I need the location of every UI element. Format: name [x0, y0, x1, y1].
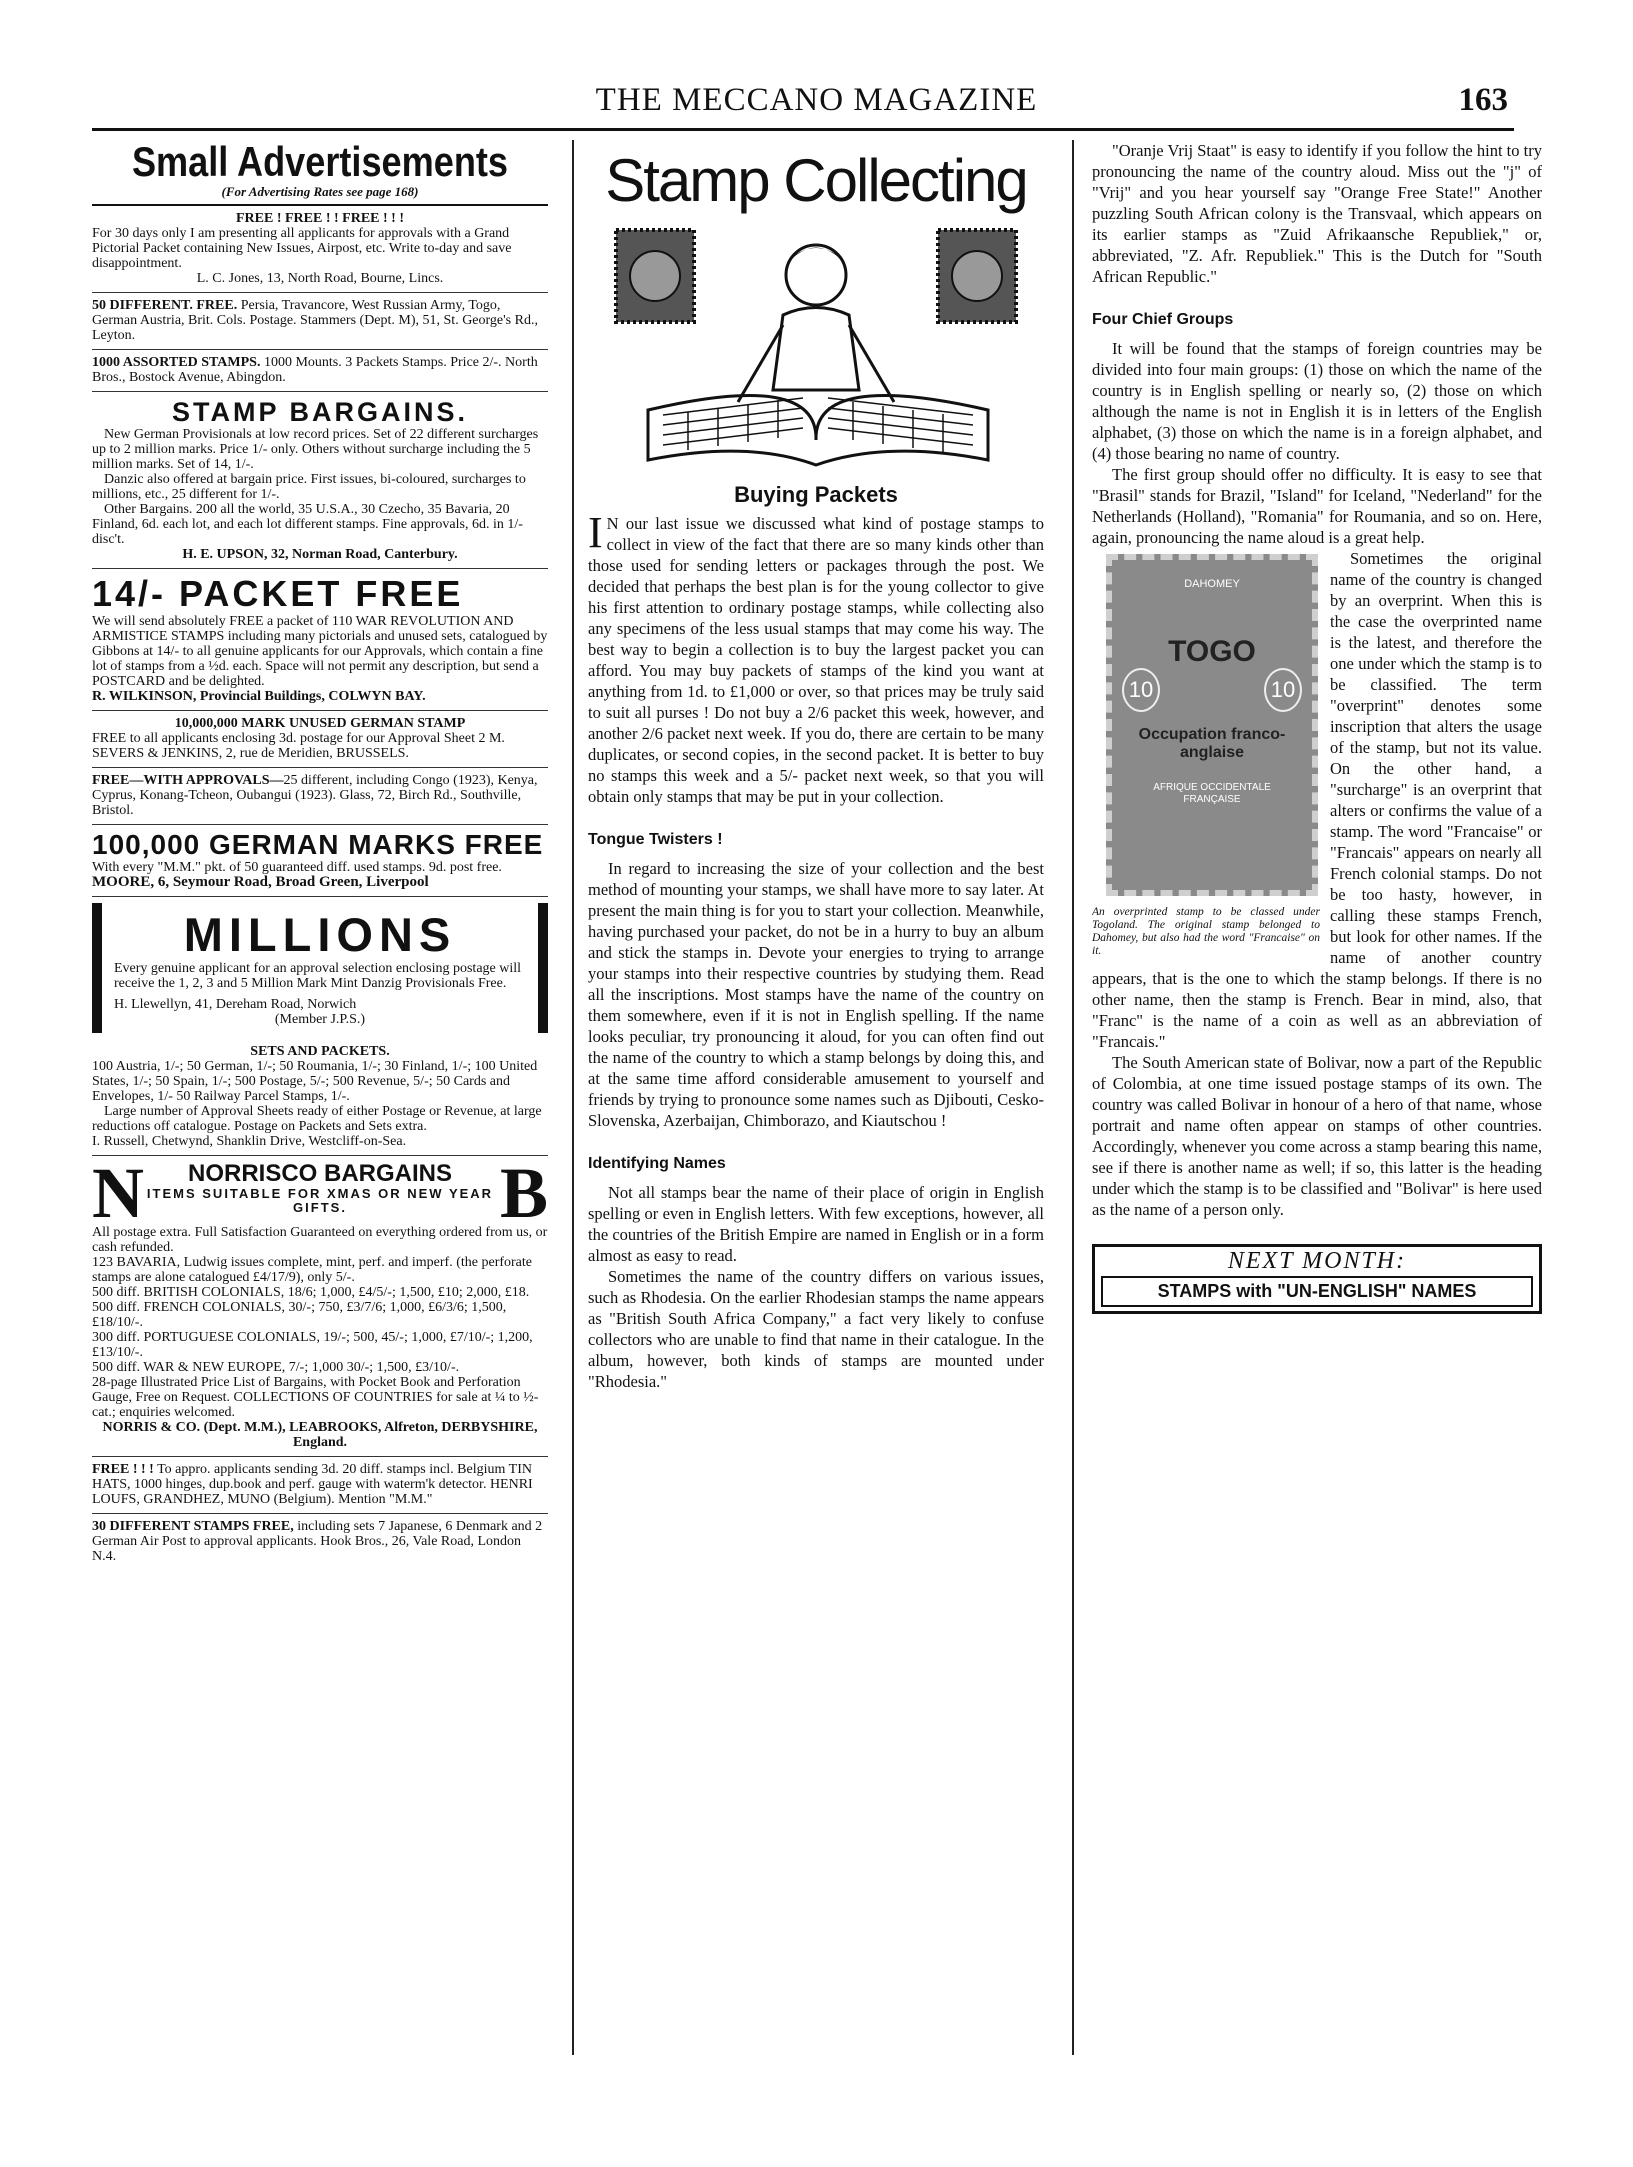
ad-head: FREE ! FREE ! ! FREE ! ! !	[236, 211, 404, 226]
paragraph: Sometimes the name of the country differs on various issues, such as Rhodesia. On the earlier Rhodesian stamps the name appears as "British South Africa Company," a fact very likely to confuse collectors who are unable to find that name in their catalogue. In the album, however, both kinds of stamps are mounted under "Rhodesia."	[588, 1267, 1044, 1391]
ad-body: With every "M.M." pkt. of 50 guaranteed diff. used stamps. 9d. post free.	[92, 860, 502, 875]
small-ads-column	[92, 140, 548, 2060]
ad-head: 100,000 GERMAN MARKS FREE	[92, 829, 544, 860]
ad-llewellyn	[92, 903, 548, 1033]
ad-subhead: ITEMS SUITABLE FOR XMAS OR NEW YEAR GIFTS.	[146, 1186, 494, 1215]
ad-signature: L. C. Jones, 13, North Road, Bourne, Lincs.	[196, 271, 444, 286]
heading-tongue-twisters: Tongue Twisters !	[588, 831, 723, 848]
magazine-title: THE MECCANO MAGAZINE	[595, 82, 1038, 118]
ad-loufs	[92, 1457, 548, 1514]
paragraph: In regard to increasing the size of your collection and the best method of mounting your stamps, we shall have more to say later. At present the main thing is for you to start your collection. Meanwhile, having purchased your packet, do not be in a hurry to buy an album and stick the stamps in. Devote your energies to trying to arrange your stamps into their respective countries by studying them. Read all the inscriptions. Most stamps have the name of the country on them somewhere, even if it is not in English spelling. If the name looks peculiar, try pronouncing it aloud, for you can often find out the name of the country to which a stamp belongs by doing this, and at the same time afford considerable amusement to yourself and friends by trying to pronounce some names such as Djibouti, Cesko-Slovenska, Azerbaijan, Chimborazo, and Kiautschou !	[588, 859, 1044, 1130]
heading-four-chief-groups: Four Chief Groups	[1092, 311, 1234, 328]
ad-body: 25 different, including Congo (1923), Kenya, Cyprus, Konang-Tcheon, Oubangui (1923). Glass, 72, Birch Rd., Southville, Bristol.	[92, 773, 538, 818]
ad-signature: H. Llewellyn, 41, Dereham Road, Norwich	[114, 997, 357, 1012]
ad-head: SETS AND PACKETS.	[250, 1044, 390, 1059]
ad-head: NORRISCO BARGAINS	[187, 1160, 452, 1187]
paragraph: The South American state of Bolivar, now a part of the Republic of Colombia, at one time issued postage stamps of its own. The country was called Bolivar in honour of a hero of that name, whose portrait and name often appear on stamps of other countries. Accordingly, whenever you come across a stamp bearing this name, see if there is another name as well; if so, this latter is the heading under which the stamp is to be classified and "Bolivar" is here used as the name of a person only.	[1092, 1053, 1542, 1219]
paragraph: Not all stamps bear the name of their place of origin in English spelling or even in English letters. With few exceptions, however, all the countries of the British Empire are named in English or in a form almost as easy to read.	[588, 1183, 1044, 1265]
ad-signature: R. WILKINSON, Provincial Buildings, COLWYN BAY.	[92, 689, 426, 704]
ad-body: 100 Austria, 1/-; 50 German, 1/-; 50 Roumania, 1/-; 30 Finland, 1/-; 100 United States, 1/-; 50 Spain, 1/-; 500 Postage, 5/-; 500 Revenue, 5/-; 50 Cards and Envelopes, 1/- 50 Railway Parcel Stamps, 1/-.	[92, 1059, 538, 1104]
page-number: 163	[1458, 82, 1508, 118]
ad-head: FREE—WITH APPROVALS—	[92, 773, 284, 788]
overprinted-stamp-figure	[1092, 554, 1320, 958]
stamp-colony-text: AFRIQUE OCCIDENTALE FRANÇAISE	[1153, 782, 1271, 805]
ad-body: including sets 7 Japanese, 6 Denmark and 2 German Air Post to approval applicants. Hook Bros., 26, Vale Road, London N.4.	[92, 1519, 543, 1564]
ad-signature: NORRIS & CO. (Dept. M.M.), LEABROOKS, Alfreton, DERBYSHIRE, England.	[102, 1420, 538, 1450]
ad-severs-jenkins	[92, 711, 548, 768]
ad-head: FREE ! ! !	[92, 1462, 154, 1477]
next-month-banner	[1092, 1244, 1542, 1314]
ad-body: We will send absolutely FREE a packet of 110 WAR REVOLUTION AND ARMISTICE STAMPS including many pictorials and unused sets, catalogued by Gibbons at 14/- to all genuine applicants for our Approvals, which contain a fine lot of stamps from a ½d. each. Space will not permit any description, but send a POSTCARD and be delighted.	[92, 614, 548, 689]
drop-cap: I	[588, 508, 603, 557]
column-divider	[572, 140, 574, 2055]
ad-body: Persia, Travancore, West Russian Army, Togo, German Austria, Brit. Cols. Postage. Stammers (Dept. M), 51, St. George's Rd., Leyton.	[92, 298, 538, 343]
ad-signature: I. Russell, Chetwynd, Shanklin Drive, Westcliff-on-Sea.	[92, 1134, 407, 1149]
stamp-country-text: DAHOMEY	[1184, 578, 1240, 590]
ad-body: For 30 days only I am presenting all applicants for approvals with a Grand Pictorial Packet containing New Issues, Airpost, etc. Write to-day and save disappointment.	[92, 226, 512, 271]
paragraph: The first group should offer no difficulty. It is easy to see that "Brasil" stands for Brazil, "Island" for Iceland, "Nederland" for the Netherlands (Holland), "Romania" for Roumania, and so on. Here, again, pronouncing the name aloud is a great help.	[1092, 465, 1542, 547]
stamp-overprint-text: Occupation franco-anglaise	[1138, 726, 1286, 761]
ad-north-bros	[92, 350, 548, 392]
heading-identifying-names: Identifying Names	[588, 1155, 726, 1172]
stamp-collecting-illustration	[588, 140, 1044, 470]
ad-body: 500 diff. FRENCH COLONIALS, 30/-; 750, £3/7/6; 1,000, £6/3/6; 1,500, £18/10/-.	[92, 1300, 507, 1330]
ad-head: 30 DIFFERENT STAMPS FREE,	[92, 1519, 294, 1534]
ad-initial: B	[499, 1153, 548, 1233]
ad-body: FREE to all applicants enclosing 3d. postage for our Approval Sheet 2 M.	[92, 731, 505, 746]
ads-rates-note: (For Advertising Rates see page 168)	[221, 184, 419, 199]
togo-stamp-image	[1106, 554, 1318, 896]
ad-upson	[92, 392, 548, 569]
ad-head: 14/- PACKET FREE	[92, 573, 464, 614]
heading-buying-packets: Buying Packets	[734, 482, 898, 507]
ad-hook-bros	[92, 1514, 548, 1570]
ad-body: New German Provisionals at low record prices. Set of 22 different surcharges up to 2 million marks. Price 1/- only. Others without surcharge including the 5 million marks. Set of 14, 1/-.	[92, 427, 539, 472]
ad-head: 10,000,000 MARK UNUSED GERMAN STAMP	[174, 716, 466, 731]
stamp-overprint-togo: TOGO	[1168, 635, 1256, 668]
header-rule	[92, 128, 1514, 131]
ad-russell	[92, 1039, 548, 1156]
ad-signature: MOORE, 6, Seymour Road, Broad Green, Liverpool	[92, 874, 429, 890]
ad-head: STAMP BARGAINS.	[171, 397, 468, 427]
ad-body: 500 diff. WAR & NEW EUROPE, 7/-; 1,000 30/-; 1,500, £3/10/-.	[92, 1360, 460, 1375]
next-month-label: NEXT MONTH:	[1227, 1248, 1407, 1274]
ad-head: 50 DIFFERENT. FREE.	[92, 298, 238, 313]
ad-norrisco	[92, 1153, 548, 1457]
ad-body: 500 diff. BRITISH COLONIALS, 18/6; 1,000, £4/5/-; 1,500, £10; 2,000, £18.	[92, 1285, 530, 1300]
paragraph: N our last issue we discussed what kind of postage stamps to collect in view of the fact that there are so many kinds other than those used for sending letters or packages through the post. We decided that perhaps the best plan is for the young collector to give his first attention to ordinary postage stamps, while collecting also any specimens of the less usual stamps that may come his way. The best way to begin a collection is to buy the largest packet you can afford. You may buy packets of stamps of the kind you want at anything from 1d. to £1,000 or over, so that prices may be truly said to suit all purses ! Do not buy a 2/6 packet this week, however, and another 2/6 packet next week. If you do, there are certain to be many duplicates, or second copies, in the second packet. It is better to buy no stamps this week and a 5/- packet next week, so that you will obtain only stamps that may be put in your collection.	[588, 514, 1044, 806]
ad-body: 28-page Illustrated Price List of Bargains, with Pocket Book and Perforation Gauge, Free on Request. COLLECTIONS OF COUNTRIES for sale at ¼ to ½-cat.; enquiries welcomed.	[92, 1375, 539, 1420]
stamp-caption: An overprinted stamp to be classed under Togoland. The original stamp belonged to Dahomey, but also had the word "Francaise" on it.	[1092, 906, 1320, 957]
paragraph: Sometimes the original name of the country is changed by an overprint. When this is the case the overprinted name is the latest, and therefore the one under which the stamp is to be classified. The term "overprint" denotes some inscription that alters the usage of the stamp, but not its value. On the other hand, a "surcharge" is an overprint that alters or confirms the value of a stamp. The word "Francaise" or "Francais" appears on nearly all French colonial stamps. Do not be too hasty, however, in calling these stamps French, but look for other names. If the name of another country appears, that is the one to which the stamp belongs. If there is no other name, then the stamp is French. Bear in mind, also, that "Franc" is the name of a coin as well as an abbreviation of "Francais."	[1092, 549, 1542, 1051]
ad-body: Danzic also offered at bargain price. First issues, bi-coloured, surcharges to millions, etc., 25 different for 1/-.	[92, 472, 526, 502]
stamp-value: 10	[1122, 668, 1160, 712]
ad-body: 1000 Mounts. 3 Packets Stamps. Price 2/-. North Bros., Bostock Avenue, Abingdon.	[92, 355, 538, 385]
ad-head: 1000 ASSORTED STAMPS.	[92, 355, 261, 370]
article-column-2	[1092, 140, 1542, 2060]
ad-glass	[92, 768, 548, 825]
ad-body: 300 diff. PORTUGUESE COLONIALS, 19/-; 500, 45/-; 1,000, £7/10/-; 1,200, £13/10/-.	[92, 1330, 533, 1360]
ad-body: Large number of Approval Sheets ready of either Postage or Revenue, at large reductions off catalogue. Postage on Packets and Sets extra.	[92, 1104, 542, 1134]
ad-body: To appro. applicants sending 3d. 20 diff. stamps incl. Belgium TIN HATS, 1000 hinges, dup.book and perf. gauge with waterm'k detector. HENRI LOUFS, GRANDHEZ, MUNO (Belgium). Mention "M.M."	[92, 1462, 533, 1507]
column-divider	[1072, 140, 1074, 2055]
stamp-collecting-logo: Stamp Collecting	[605, 147, 1027, 214]
ad-body: All postage extra. Full Satisfaction Guaranteed on everything ordered from us, or cash refunded.	[92, 1225, 548, 1255]
ad-head: MILLIONS	[183, 908, 457, 961]
stamp-value: 10	[1264, 668, 1302, 712]
paragraph: "Oranje Vrij Staat" is easy to identify if you follow the hint to try pronouncing the name of the country aloud. Miss out the "j" of "Vrij" and you hear yourself say "Orange Free State!" Another puzzling South African colony is the Transvaal, which appears on its earlier stamps as "Zuid Afrikaansche Republiek," or, abbreviated, "Z. Afr. Republiek." This is the Dutch for "South African Republic."	[1092, 141, 1542, 286]
ad-jones	[92, 206, 548, 293]
ad-signature: H. E. UPSON, 32, Norman Road, Canterbury.	[182, 547, 458, 562]
ad-initial: N	[92, 1153, 144, 1233]
ad-wilkinson	[92, 569, 548, 711]
paragraph: It will be found that the stamps of foreign countries may be divided into four main groups: (1) those on which the name of the country is in English spelling or nearly so, (2) those on which although the name is not in English it is in letters of the English alphabet, (3) those on which the name is in a foreign alphabet, and (4) those bearing no name of country.	[1092, 339, 1542, 463]
ad-signature: SEVERS & JENKINS, 2, rue de Meridien, BRUSSELS.	[92, 746, 409, 761]
small-ads-title: Small Advertisements	[131, 140, 509, 185]
ad-body: Every genuine applicant for an approval selection enclosing postage will receive the 1, 2, 3 and 5 Million Mark Mint Danzig Provisionals Free.	[114, 961, 522, 991]
ad-body: 123 BAVARIA, Ludwig issues complete, mint, perf. and imperf. (the perforate stamps are alone catalogued £4/17/9), only 5/-.	[92, 1255, 533, 1285]
article-column-1	[588, 140, 1044, 2060]
ad-body: Other Bargains. 200 all the world, 35 U.S.A., 30 Czecho, 35 Bavaria, 20 Finland, 6d. each lot, and each lot different stamps. Fine approvals, 6d. in 1/- disc't.	[92, 502, 523, 547]
ad-moore	[92, 825, 548, 897]
ad-member: (Member J.P.S.)	[274, 1012, 366, 1027]
ad-stammers	[92, 293, 548, 350]
next-month-title: STAMPS with "UN-ENGLISH" NAMES	[1101, 1276, 1533, 1307]
